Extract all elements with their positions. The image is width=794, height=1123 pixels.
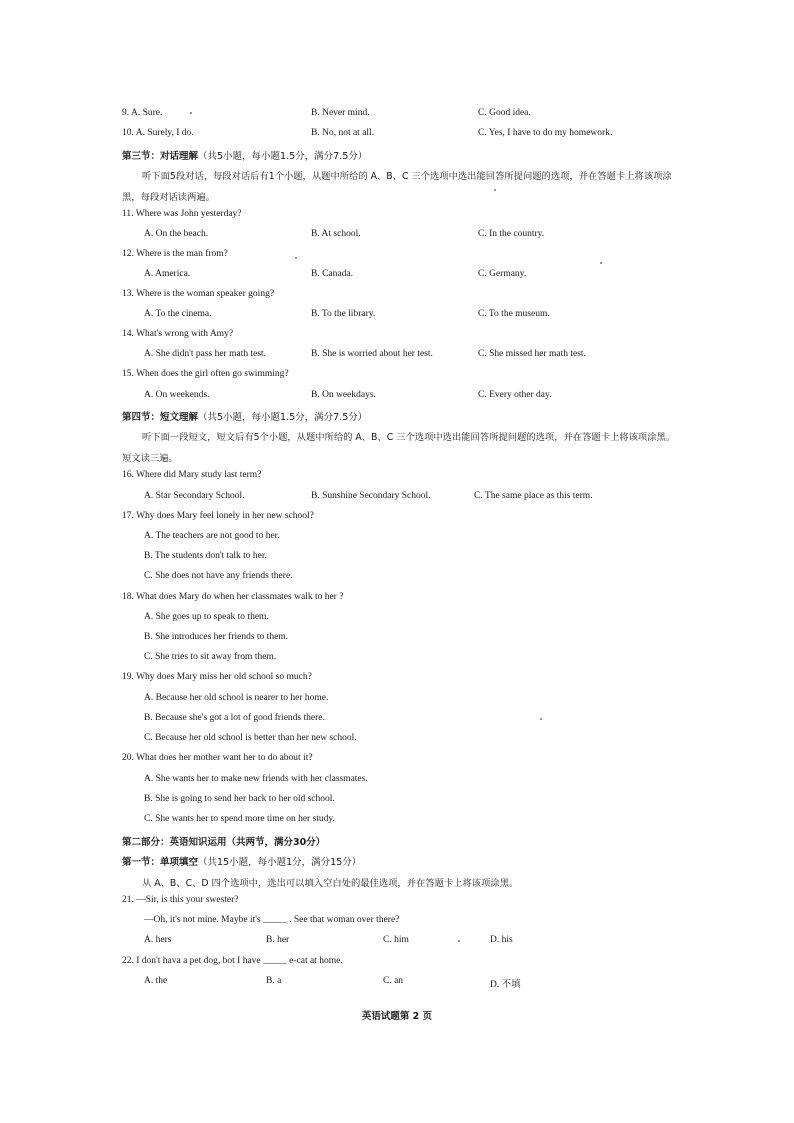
q21-line2: —Oh, it's not mine. Maybe it's _____ . See that woman over there? <box>144 915 400 925</box>
scan-speck <box>600 262 602 264</box>
q22-option-a: A. the <box>144 976 168 986</box>
q10-option-b: B. No, not at all. <box>311 128 375 138</box>
q21-options <box>0 935 794 951</box>
q20-option-b: B. She is going to send her back to her old school. <box>144 794 335 804</box>
q19-option-a: A. Because her old school is nearer to her home. <box>144 693 329 703</box>
section3-heading <box>122 148 367 162</box>
q12-option-b: B. Canada. <box>311 269 353 279</box>
q13-stem: 13. Where is the woman speaker going? <box>122 289 275 299</box>
q16-option-c: C. The same place as this term. <box>474 491 593 501</box>
section1-heading <box>122 854 361 868</box>
section4-heading <box>122 409 367 423</box>
q9-option-a: 9. A. Sure. <box>122 108 163 118</box>
scan-speck <box>458 940 460 942</box>
scan-speck <box>540 718 542 720</box>
q10-option-c: C. Yes, I have to do my homework. <box>478 128 613 138</box>
q22-option-d: D. 不填 <box>490 980 521 990</box>
q11-options <box>0 229 794 245</box>
q21-option-d: D. his <box>490 935 513 945</box>
page-footer: 英语试题第 2 页 <box>361 1011 433 1022</box>
q17-option-a: A. The teachers are not good to her. <box>144 531 280 541</box>
q18-option-a: A. She goes up to speak to them. <box>144 612 269 622</box>
q19-option-c: C. Because her old school is better than her new school. <box>144 733 357 743</box>
q13-option-c: C. To the museum. <box>478 309 550 319</box>
section1-note: （共15小题，每小题1分，满分15分） <box>198 857 362 868</box>
q21-option-c: C. him <box>383 935 409 945</box>
q22-line1: 22. I don't hava a pet dog, bot I have _____ e-cat at home. <box>122 956 343 966</box>
section1-instruction: 从 A、B、C、D 四个选项中，选出可以填入空白处的最佳选项，并在答题卡上将该项涂黑。 <box>142 878 519 889</box>
q22-option-b: B. a <box>266 976 282 986</box>
q15-stem: 15. When does the girl often go swimming? <box>122 369 289 379</box>
q21-option-b: B. her <box>266 935 290 945</box>
q15-option-a: A. On weekends. <box>144 390 210 400</box>
section4-note: （共5小题，每小题1.5分，满分7.5分） <box>198 412 368 423</box>
q17-option-c: C. She does not have any friends there. <box>144 571 293 581</box>
q14-option-a: A. She didn't pass her math test. <box>144 349 267 359</box>
q17-option-b: B. The students don't talk to her. <box>144 551 267 561</box>
q14-stem: 14. What's wrong with Amy? <box>122 329 234 339</box>
q16-options <box>0 491 794 507</box>
q12-options <box>0 269 794 285</box>
section3-instruction: 听下面5段对话，每段对话后有1个小题，从题中所给的 A、B、C 三个选项中选出能回答所提问题的选项，并在答题卡上将该项涂黑，每段对话读两遍。 <box>122 171 672 203</box>
q15-options <box>0 390 794 406</box>
q13-options <box>0 309 794 325</box>
section3-title: 第三节：对话理解 <box>122 151 199 162</box>
q13-option-a: A. To the cinema. <box>144 309 212 319</box>
section3-note: （共5小题，每小题1.5分，满分7.5分） <box>198 151 368 162</box>
q11-option-b: B. At school. <box>311 229 361 239</box>
q16-stem: 16. Where did Mary study last term? <box>122 470 262 480</box>
q11-option-c: C. In the country. <box>478 229 545 239</box>
question-row-9 <box>0 108 794 124</box>
q11-stem: 11. Where was John yesterday? <box>122 209 242 219</box>
scan-speck <box>190 112 192 114</box>
q15-option-c: C. Every other day. <box>478 390 552 400</box>
section4-title: 第四节：短文理解 <box>122 412 199 423</box>
section4-instruction: 听下面一段短文，短文后有5个小题，从题中所给的 A、B、C 三个选项中选出能回答所提问题的选项，并在答题卡上将该项涂黑。短文读三遍。 <box>122 432 676 464</box>
q21-line1: 21. —Sir, is this your swester? <box>122 895 239 905</box>
q20-option-a: A. She wants her to make new friends with her classmates. <box>144 774 368 784</box>
q20-stem: 20. What does her mother want her to do about it? <box>122 753 313 763</box>
q10-option-a: 10. A. Surely, I do. <box>122 128 194 138</box>
q18-option-c: C. She tries to sit away from them. <box>144 652 277 662</box>
q16-option-a: A. Star Secondary School. <box>144 491 245 501</box>
q11-option-a: A. On the beach. <box>144 229 209 239</box>
q15-option-b: B. On weekdays. <box>311 390 376 400</box>
part2-heading: 第二部分：英语知识运用（共两节，满分30分） <box>122 837 326 848</box>
q9-option-b: B. Never mind. <box>311 108 370 118</box>
section1-title: 第一节：单项填空 <box>122 857 199 868</box>
question-row-10 <box>0 128 794 144</box>
q18-option-b: B. She introduces her friends to them. <box>144 632 289 642</box>
q22-option-c: C. an <box>383 976 404 986</box>
q20-option-c: C. She wants her to spend more time on her study. <box>144 814 335 824</box>
q22-options <box>0 976 794 992</box>
q13-option-b: B. To the library. <box>311 309 376 319</box>
scan-speck <box>295 257 297 259</box>
q12-option-a: A. America. <box>144 269 191 279</box>
q18-stem: 18. What does Mary do when her classmates walk to her ? <box>122 592 344 602</box>
q14-options <box>0 349 794 365</box>
q19-option-b: B. Because she's got a lot of good friends there. <box>144 713 325 723</box>
q12-option-c: C. Germany. <box>478 269 527 279</box>
q9-option-c: C. Good idea. <box>478 108 531 118</box>
q12-stem: 12. Where is the man from? <box>122 249 228 259</box>
q14-option-c: C. She missed her math test. <box>478 349 586 359</box>
q17-stem: 17. Why does Mary feel lonely in her new school? <box>122 511 314 521</box>
scan-speck <box>494 189 496 191</box>
q16-option-b: B. Sunshine Secondary School. <box>311 491 431 501</box>
q14-option-b: B. She is worried about her test. <box>311 349 433 359</box>
q19-stem: 19. Why does Mary miss her old school so much? <box>122 672 312 682</box>
q21-option-a: A. hers <box>144 935 172 945</box>
